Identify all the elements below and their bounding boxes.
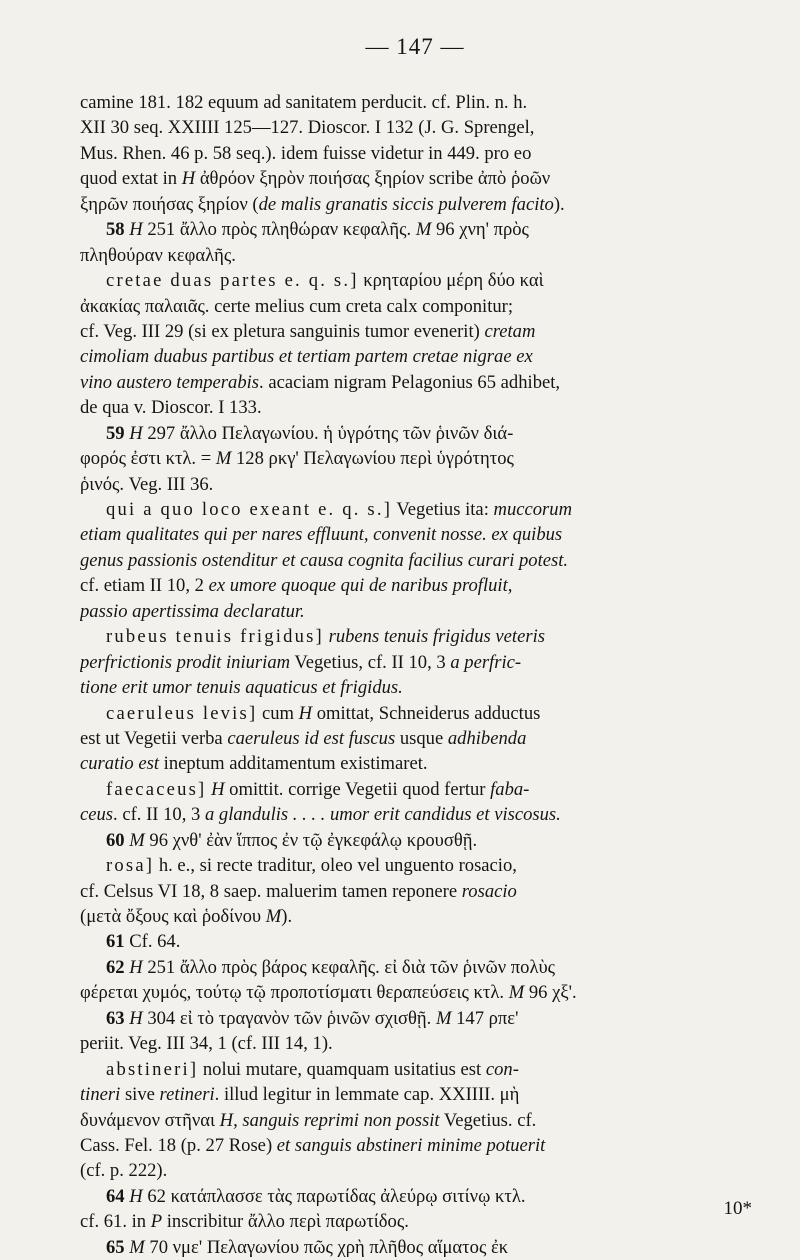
text-line [80,802,762,827]
text-segment: φέρεται χυμός, τούτῳ τῷ προποτίσματι θεραπεύσεις κτλ. [80,982,509,1004]
text-segment: Vegetius. cf. [439,1109,537,1131]
entry-number: 60 [106,829,125,851]
text-segment: rosacio [461,880,517,902]
entry-number: 63 [106,1007,125,1029]
text-segment: 96 χνθ' ἐὰν ἵππος ἐν τῷ ἐγκεφάλῳ κρουσθῇ. [144,829,478,851]
lemma: qui a quo loco exeant e. q. s.] [106,499,393,520]
text-segment: camine 181. 182 equum ad sanitatem perducit. cf. Plin. n. h. [80,92,528,113]
text-segment: vino austero temperabis [80,371,260,393]
text-line [80,929,762,954]
text-line [80,319,762,344]
text-segment: M [415,219,432,241]
text-segment: etiam qualitates qui per nares effluunt, convenit nosse. ex quibus [80,524,563,546]
text-segment: Cass. Fel. 18 (p. 27 Rose) [80,1134,277,1156]
text-segment: tineri [80,1084,121,1106]
text-line [80,1082,762,1107]
text-line [80,726,762,751]
text-segment: πληθούραν κεφαλῆς. [80,244,236,266]
text-segment: ἀθρόον ξηρὸν ποιήσας ξηρίον scribe ἀπὸ ῥοῶν [195,168,551,190]
text-segment: 128 ρκγ' Πελαγωνίου περὶ ὑγρότητος [231,448,514,470]
text-line [80,904,762,929]
text-segment: ἀκακίας παλαιᾶς. certe melius cum creta calx componitur; [80,295,514,317]
text-segment: 96 χνη' πρὸς [431,219,529,241]
text-segment: 62 κατάπλασσε τὰς παρωτίδας ἀλεύρῳ σιτίνῳ κτλ. [142,1185,526,1207]
text-line [80,166,762,191]
text-segment: ex umore quoque qui de naribus profluit, [208,575,513,597]
text-segment: Mus. Rhen. 46 p. 58 seq.). idem fuisse videtur in 449. pro eo [80,142,532,164]
text-line [80,1057,762,1082]
text-line [80,624,762,649]
text-segment: ceus [80,804,114,826]
text-segment: cf. Celsus VI 18, 8 saep. maluerim tamen reponere [80,880,462,902]
text-segment: 70 νμε' Πελαγωνίου πῶς χρὴ πλῆθος αἵματος ἐκ [144,1236,509,1258]
text-segment: . acaciam nigram Pelagonius 65 adhibet, [259,371,561,393]
text-line [80,344,762,369]
text-segment: cimoliam duabus partibus et tertiam partem cretae nigrae ex [80,346,533,368]
lemma: abstineri] [106,1058,199,1080]
page-number: — 147 — [365,34,465,59]
text-segment: de malis granatis siccis pulverem facito [258,193,554,215]
lemma: faecaceus] [106,778,207,800]
lemma: rosa] [106,855,155,877]
text-segment: cf. 61. in [80,1211,151,1233]
text-segment: cretam [484,320,536,342]
text-segment: omittat, Schneiderus adductus [312,702,541,724]
text-segment: passio apertissima declaratur. [80,600,305,622]
text-line [80,90,762,115]
text-segment: H [129,1007,143,1029]
text-line [80,828,762,853]
entry-number: 62 [106,956,125,978]
text-line [80,192,762,217]
text-segment: M [215,448,232,470]
entry-number: 61 [106,931,125,953]
text-line [80,141,762,166]
text-segment: ξηρῶν ποιήσας ξηρίον ( [80,193,259,215]
text-segment: adhibenda [447,727,527,749]
text-segment: 96 χξ'. [524,982,577,1004]
text-line [80,522,762,547]
text-segment: curatio est [80,753,160,775]
text-line [80,243,762,268]
text-segment: quod extat in [80,168,182,190]
text-segment: cf. Veg. III 29 (si ex pletura sanguinis tumor evenerit) [80,320,485,342]
text-segment: H [129,1185,143,1207]
text-line [80,446,762,471]
text-line [80,980,762,1005]
text-line [80,395,762,420]
text-segment: κρηταρίου μέρη δύο καὶ [358,270,544,292]
text-segment: XII 30 seq. XXIIII 125—127. Dioscor. I 132 (J. G. Sprengel, [80,117,535,139]
text-segment: P [150,1211,163,1233]
text-line [80,650,762,675]
text-segment: et sanguis abstineri minime potuerit [276,1134,546,1156]
text-segment: periit. Veg. III 34, 1 (cf. III 14, 1). [80,1033,333,1055]
text-segment: M [129,1236,145,1258]
text-segment: cf. etiam II 10, 2 [80,575,209,597]
text-segment: . illud legitur in lemmate cap. XXIIII. μὴ [214,1084,520,1106]
text-line [80,1006,762,1031]
text-segment: genus passionis ostenditur et causa cognita facilius curari potest. [80,549,569,571]
text-segment: φορός ἐστι κτλ. = [80,448,216,470]
text-line [80,497,762,522]
text-segment: H, sanguis reprimi non possit [219,1109,440,1131]
signature-mark: 10* [723,1198,752,1219]
text-line [80,955,762,980]
text-line [80,853,762,878]
text-segment: Vegetius ita: [392,499,494,520]
lemma: rubeus tenuis frigidus] [106,626,324,648]
text-segment: h. e., si recte traditur, oleo vel unguento rosacio, [154,855,517,877]
text-line [80,573,762,598]
text-segment: ). [281,906,293,927]
text-line [80,1235,762,1260]
body-text [80,90,762,1260]
entry-number: 64 [106,1185,125,1207]
text-segment: Cf. 64. [124,931,181,953]
text-segment: M [435,1007,452,1029]
text-segment: nolui mutare, quamquam usitatius est [198,1058,486,1080]
text-line [80,599,762,624]
text-segment: Vegetius, cf. II 10, 3 [290,651,451,673]
text-segment: δυνάμενον στῆναι [80,1109,220,1131]
text-segment: faba- [490,778,530,800]
text-line [80,268,762,293]
text-segment: ineptum additamentum existimaret. [159,753,428,775]
text-segment: tione erit umor tenuis aquaticus et frigidus. [80,677,403,699]
text-segment: M [265,906,282,927]
lemma: caeruleus levis] [106,702,258,724]
text-line [80,1108,762,1133]
text-segment: de qua v. Dioscor. I 133. [80,397,262,419]
text-segment: muccorum [493,499,573,520]
text-segment: caeruleus id est fuscus [227,727,396,749]
text-segment: con- [485,1058,519,1080]
text-segment: perfrictionis prodit iniuriam [80,651,291,673]
text-segment: H [211,778,225,800]
text-line [80,421,762,446]
text-segment: est ut Vegetii verba [80,727,228,749]
text-segment: 251 ἄλλο πρὸς βάρος κεφαλῆς. εἰ διὰ τῶν ῥινῶν πολὺς [142,956,556,978]
text-segment: ῥινός. Veg. III 36. [80,473,214,495]
text-segment: usque [395,727,448,749]
text-segment: H [129,219,143,241]
text-segment: H [129,422,143,444]
text-segment: sive [120,1084,160,1106]
text-segment: (μετὰ ὄξους καὶ ῥοδίνου [80,906,266,927]
text-line [80,294,762,319]
text-segment: . cf. II 10, 3 [113,804,205,826]
text-segment: a glandulis . . . . umor erit candidus et viscosus. [204,804,561,826]
text-segment: cum [257,702,299,724]
text-segment: M [129,829,145,851]
text-line [80,548,762,573]
text-segment: ). [553,193,565,215]
text-line [80,675,762,700]
book-page [70,28,760,1258]
text-segment: rubens tenuis frigidus veteris [328,626,545,648]
text-segment: H [129,956,143,978]
text-line [80,115,762,140]
text-segment: 304 εἰ τὸ τραγανὸν τῶν ῥινῶν σχισθῇ. [142,1007,436,1029]
text-segment: 147 ρπε' [451,1007,519,1029]
text-segment: retineri [159,1084,215,1106]
text-segment: (cf. p. 222). [80,1160,168,1182]
entry-number: 59 [106,422,125,444]
lemma: cretae duas partes e. q. s.] [106,270,359,292]
text-segment: 297 ἄλλο Πελαγωνίου. ἡ ὑγρότης τῶν ῥινῶν διά- [142,422,514,444]
text-line [80,370,762,395]
text-line [80,217,762,242]
text-segment: H [181,168,196,190]
text-line [80,1031,762,1056]
entry-number: 58 [106,219,125,241]
text-segment: inscribitur ἄλλο περὶ παρωτίδος. [162,1211,409,1233]
text-line [80,879,762,904]
text-line [80,1158,762,1183]
text-segment: M [508,982,525,1004]
text-line [80,1133,762,1158]
text-segment: a perfric- [450,651,522,673]
text-line [80,472,762,497]
text-line [80,777,762,802]
entry-number: 65 [106,1236,125,1258]
text-segment: 251 ἄλλο πρὸς πληθώραν κεφαλῆς. [142,219,416,241]
text-segment: omittit. corrige Vegetii quod fertur [224,778,491,800]
text-line [80,701,762,726]
text-line [80,751,762,776]
text-segment: H [298,702,313,724]
